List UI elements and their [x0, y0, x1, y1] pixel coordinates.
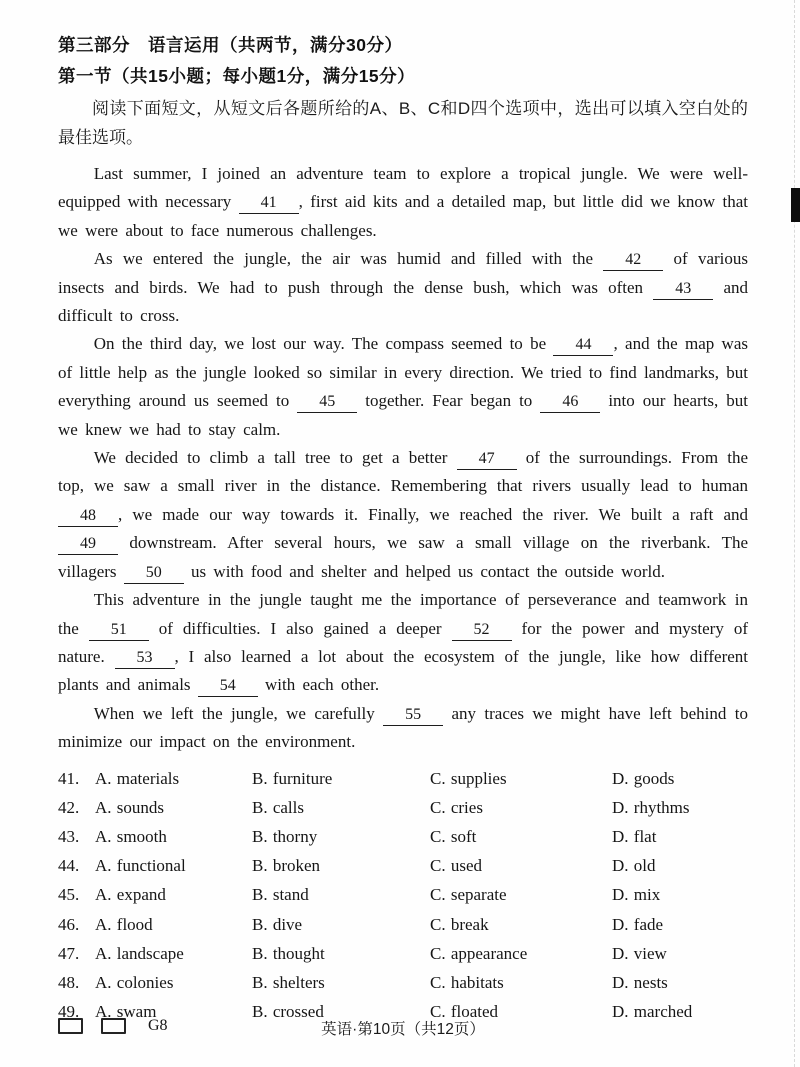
question-number-44: 44. — [58, 856, 80, 876]
blank-54: 54 — [198, 676, 258, 697]
cloze-passage — [58, 160, 748, 757]
option-48-A: 48. A. colonies — [58, 968, 252, 997]
option-47-C: C. appearance — [430, 943, 528, 963]
option-49-C: C. floated — [430, 1002, 499, 1022]
blank-50: 50 — [124, 563, 184, 584]
question-number-46: 46. — [58, 914, 80, 934]
passage-paragraph: When we left the jungle, we carefully 55 any traces we might have left behind to minimize our impact on the environment. — [58, 703, 748, 752]
option-45-B: B. stand — [252, 885, 309, 905]
option-row-44 — [58, 851, 748, 880]
page-footer — [58, 1017, 748, 1039]
blank-52: 52 — [452, 620, 512, 641]
print-registration-mark — [791, 188, 800, 222]
option-49-A: 49. A. swam — [58, 997, 252, 1026]
footer-square-mark-1 — [58, 1018, 83, 1034]
page-edge-line — [794, 0, 795, 1067]
option-42-C: C. cries — [430, 797, 483, 817]
option-43-D: D. flat — [612, 826, 657, 846]
passage-paragraph: On the third day, we lost our way. The compass seemed to be 44 , and the map was of little help as the jungle looked so similar in every direction. We tried to find landmarks, but everything around us seemed to 45 together. Fear began to 46 into our hearts, but we knew we had to stay calm. — [58, 334, 749, 439]
question-number-49: 49. — [58, 1002, 80, 1022]
options-table — [58, 764, 748, 1027]
option-row-46 — [58, 910, 748, 939]
option-48-C: C. habitats — [430, 972, 504, 992]
blank-43: 43 — [653, 279, 713, 300]
question-number-48: 48. — [58, 972, 80, 992]
option-row-41 — [58, 764, 748, 793]
question-number-43: 43. — [58, 826, 80, 846]
option-41-B: B. furniture — [252, 768, 333, 788]
blank-53: 53 — [115, 648, 175, 669]
option-row-48 — [58, 968, 748, 997]
option-42-D: D. rhythms — [612, 797, 690, 817]
option-44-B: B. broken — [252, 856, 321, 876]
option-41-C: C. supplies — [430, 768, 507, 788]
option-43-A: 43. A. smooth — [58, 822, 252, 851]
option-46-B: B. dive — [252, 914, 303, 934]
option-44-A: 44. A. functional — [58, 851, 252, 880]
option-45-C: C. separate — [430, 885, 507, 905]
option-49-D: D. marched — [612, 1002, 693, 1022]
option-row-45 — [58, 880, 748, 909]
passage-paragraph: Last summer, I joined an adventure team to explore a tropical jungle. We were well-equipped with necessary 41 , first aid kits and a detailed map, but little did we know that we were about to face numerous challenges. — [58, 164, 748, 240]
blank-45: 45 — [297, 392, 357, 413]
page-content — [58, 30, 748, 1026]
option-45-D: D. mix — [612, 885, 661, 905]
option-47-D: D. view — [612, 943, 667, 963]
option-46-A: 46. A. flood — [58, 910, 252, 939]
option-row-43 — [58, 822, 748, 851]
blank-41: 41 — [239, 193, 299, 214]
option-49-B: B. crossed — [252, 1002, 324, 1022]
option-45-A: 45. A. expand — [58, 880, 252, 909]
footer-square-mark-2 — [101, 1018, 126, 1034]
option-44-C: C. used — [430, 856, 482, 876]
option-46-D: D. fade — [612, 914, 664, 934]
option-46-C: C. break — [430, 914, 489, 934]
option-42-B: B. calls — [252, 797, 304, 817]
option-48-B: B. shelters — [252, 972, 325, 992]
option-41-A: 41. A. materials — [58, 764, 252, 793]
blank-42: 42 — [603, 250, 663, 271]
blank-47: 47 — [457, 449, 517, 470]
passage-paragraph: As we entered the jungle, the air was humid and filled with the 42 of various insects and birds. We had to push through the dense bush, which was often 43 and difficult to cross. — [58, 249, 749, 326]
passage-paragraph: This adventure in the jungle taught me the importance of perseverance and teamwork in the 51 of difficulties. I also gained a deeper 52 for the power and mystery of nature. 53 , I also learned a lot about the ecosystem of the jungle, like how different plants and animals 54 with each other. — [58, 586, 748, 700]
section-title: 第一节（共15小题；每小题1分，满分15分） — [58, 66, 416, 86]
footer-form-code: G8 — [148, 1017, 168, 1035]
option-43-C: C. soft — [430, 826, 477, 846]
question-number-41: 41. — [58, 768, 80, 788]
option-47-B: B. thought — [252, 943, 325, 963]
question-number-42: 42. — [58, 797, 80, 817]
option-47-A: 47. A. landscape — [58, 939, 252, 968]
blank-51: 51 — [89, 620, 149, 641]
blank-55: 55 — [383, 705, 443, 726]
option-row-47 — [58, 939, 748, 968]
page-number-label: 英语·第10页（共12页） — [321, 1021, 485, 1038]
blank-46: 46 — [540, 392, 600, 413]
option-41-D: D. goods — [612, 768, 675, 788]
blank-49: 49 — [58, 534, 118, 555]
option-42-A: 42. A. sounds — [58, 793, 252, 822]
question-number-47: 47. — [58, 943, 80, 963]
option-43-B: B. thorny — [252, 826, 318, 846]
passage-paragraph: We decided to climb a tall tree to get a better 47 of the surroundings. From the top, we saw a small river in the distance. Remembering that rivers usually lead to human 48 , we made our way towards it. Finally, we reached the river. We built a raft and 49 downstream. After several hours, we saw a small village on the riverbank. The villagers 50 us with food and shelter and helped us contact the outside world. — [58, 444, 748, 586]
section-instructions: 阅读下面短文，从短文后各题所给的A、B、C和D四个选项中，选出可以填入空白处的最佳选项。 — [58, 99, 748, 147]
blank-48: 48 — [58, 506, 118, 527]
option-row-42 — [58, 793, 748, 822]
blank-44: 44 — [553, 335, 613, 356]
question-number-45: 45. — [58, 885, 80, 905]
option-48-D: D. nests — [612, 972, 668, 992]
part-title: 第三部分 语言运用（共两节，满分30分） — [58, 35, 403, 55]
option-44-D: D. old — [612, 856, 656, 876]
